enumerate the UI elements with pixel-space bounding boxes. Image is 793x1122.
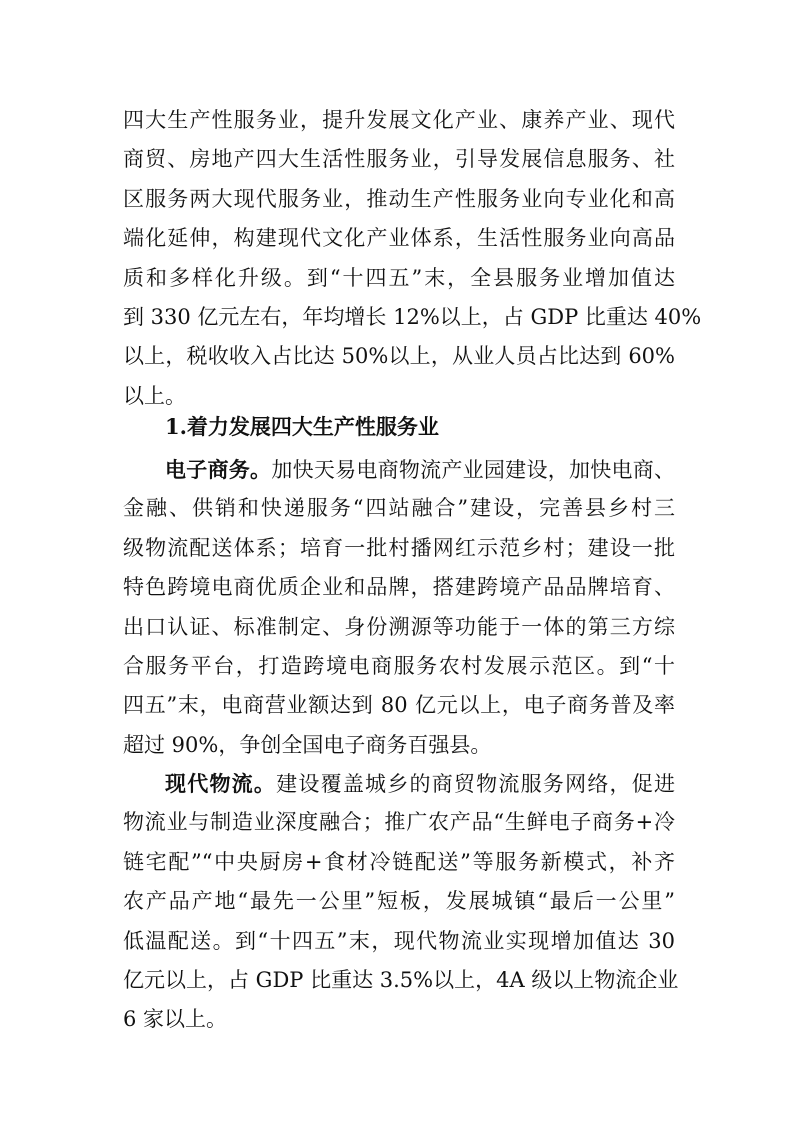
paragraph-title-logistics: 现代物流。 (165, 771, 277, 796)
paragraph-line: 特色跨境电商优质企业和品牌，搭建跨境产品品牌培育、 (123, 575, 675, 600)
paragraph-first-line (123, 764, 675, 803)
paragraph-line: 以上，税收收入占比达 50%以上，从业人员占比达到 60% (123, 344, 675, 369)
paragraph-line: 四五”末，电商营业额达到 80 亿元以上，电子商务普及率 (123, 693, 675, 718)
paragraph-line: 出口认证、标准制定、身份溯源等功能于一体的第三方综 (123, 614, 675, 639)
paragraph-line: 区服务两大现代服务业，推动生产性服务业向专业化和高 (123, 186, 675, 211)
paragraph-title-ecommerce: 电子商务。 (165, 457, 272, 482)
paragraph-line: 合服务平台，打造跨境电商服务农村发展示范区。到“十 (123, 653, 675, 678)
paragraph-line: 6 家以上。 (123, 1007, 228, 1032)
paragraph-services (123, 101, 702, 416)
paragraph-line: 到 330 亿元左右，年均增长 12%以上，占 GDP 比重达 40% (123, 304, 702, 329)
paragraph-line: 农产品产地“最先一公里”短板，发展城镇“最后一公里” (123, 889, 675, 914)
section-heading: 1.着力发展四大生产性服务业 (165, 414, 439, 439)
paragraph-line: 以上。 (123, 383, 186, 408)
paragraph-logistics (123, 764, 679, 1040)
paragraph-line: 质和多样化升级。到“十四五”末，全县服务业增加值达 (123, 265, 675, 290)
paragraph-line: 物流业与制造业深度融合；推广农产品“生鲜电子商务+冷 (123, 810, 675, 835)
paragraph-line: 商贸、房地产四大生活性服务业，引导发展信息服务、社 (123, 147, 675, 172)
paragraph-line: 低温配送。到“十四五”末，现代物流业实现增加值达 30 (123, 928, 675, 953)
paragraph-ecommerce (123, 450, 675, 765)
paragraph-line: 端化延伸，构建现代文化产业体系，生活性服务业向高品 (123, 226, 675, 251)
section-heading-block (123, 407, 675, 446)
paragraph-line: 亿元以上，占 GDP 比重达 3.5%以上，4A 级以上物流企业 (123, 967, 679, 992)
paragraph-line: 超过 90%，争创全国电子商务百强县。 (123, 732, 492, 757)
paragraph-text: 加快天易电商物流产业园建设，加快电商、 (271, 458, 676, 482)
paragraph-line: 级物流配送体系；培育一批村播网红示范乡村；建设一批 (123, 535, 675, 560)
paragraph-line: 金融、供销和快递服务“四站融合”建设，完善县乡村三 (123, 496, 675, 521)
paragraph-line: 四大生产性服务业，提升发展文化产业、康养产业、现代 (123, 108, 675, 132)
paragraph-text: 建设覆盖城乡的商贸物流服务网络，促进 (276, 772, 676, 796)
paragraph-first-line (123, 450, 675, 489)
paragraph-line: 链宅配”“中央厨房+食材冷链配送”等服务新模式，补齐 (123, 849, 675, 874)
